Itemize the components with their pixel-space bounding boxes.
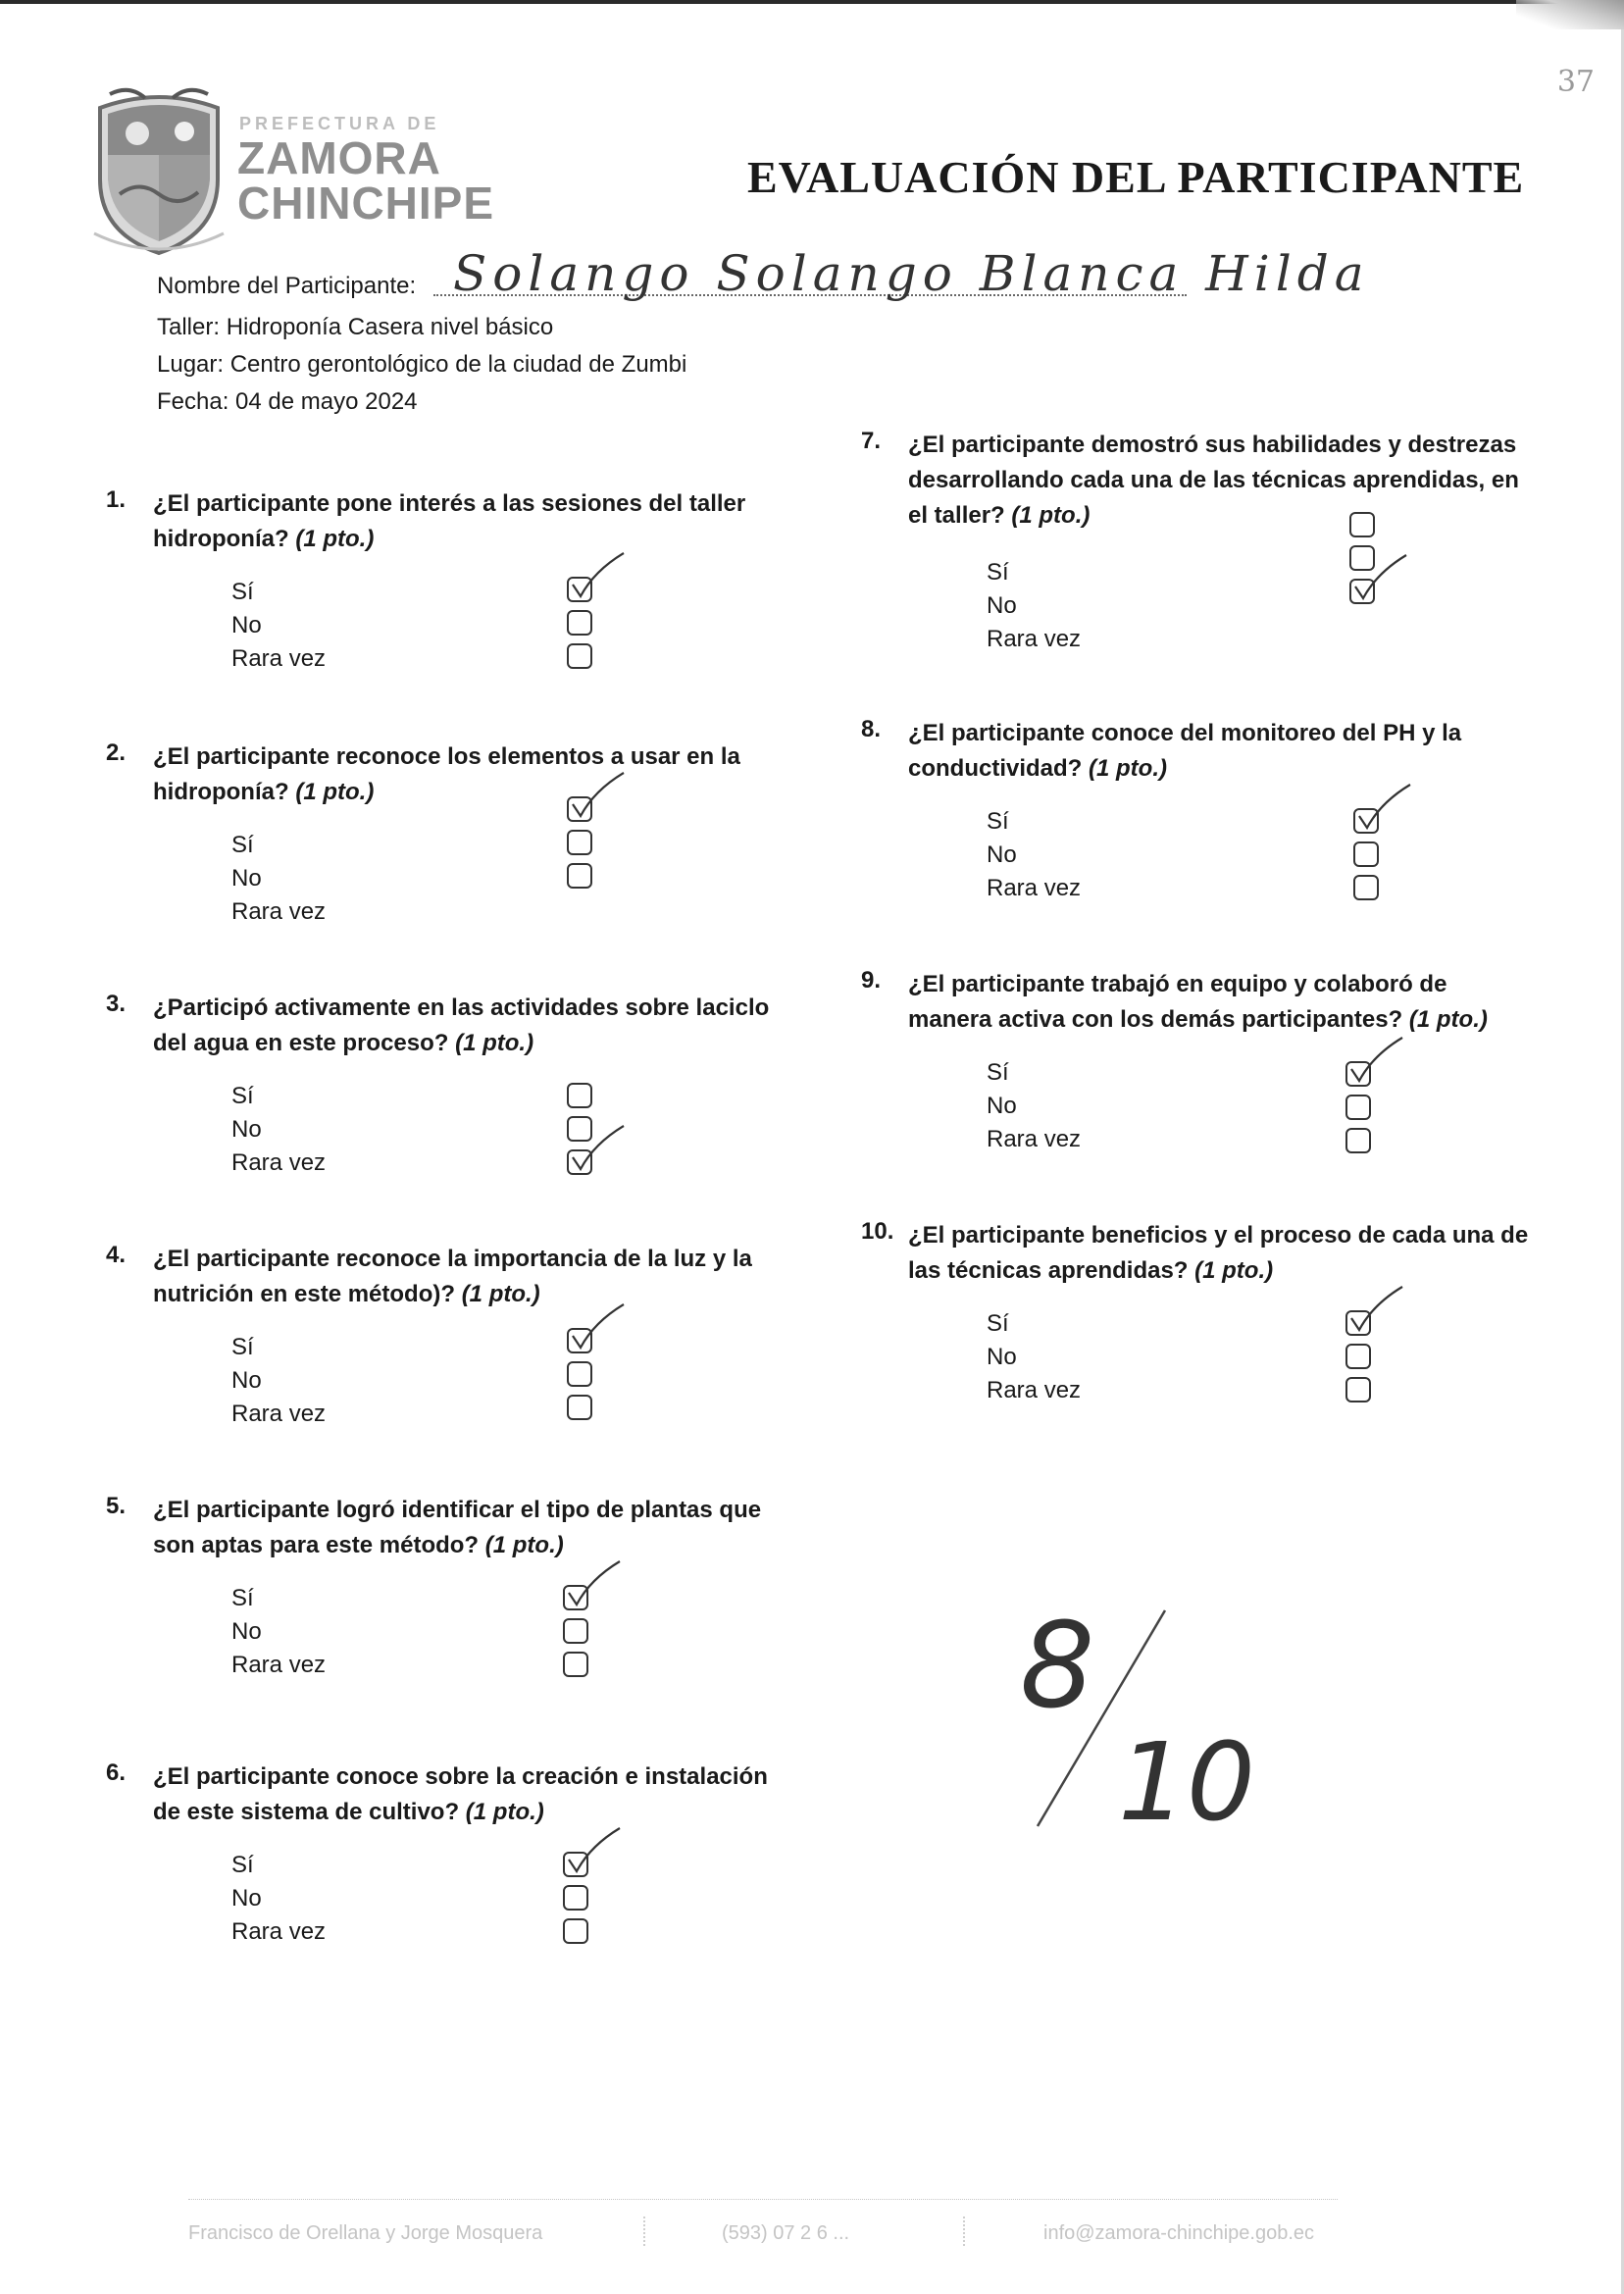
option-checkbox[interactable]	[1353, 875, 1379, 900]
logo-line-chinchipe: CHINCHIPE	[237, 178, 495, 229]
option-checkbox[interactable]	[1345, 1377, 1371, 1402]
option-checkbox[interactable]	[567, 1395, 592, 1420]
page-number: 37	[1556, 65, 1595, 99]
footer-separator	[963, 2217, 967, 2246]
question-text-body: ¿Participó activamente en las actividades sobre laciclo del agua en este proceso?	[153, 994, 770, 1056]
option-checkbox[interactable]	[563, 1618, 588, 1644]
option-label: No	[231, 612, 262, 638]
footer-phone: (593) 07 2 6 ...	[722, 2222, 850, 2244]
option-label: No	[231, 1116, 262, 1143]
logo-prefix: PREFECTURA DE	[239, 114, 440, 133]
participant-name-handwritten: Solango Solango Blanca Hilda	[453, 245, 1370, 302]
scan-edge	[0, 0, 1624, 4]
option-label: No	[231, 865, 262, 892]
option-label: No	[987, 841, 1017, 868]
option-label: Sí	[231, 1083, 254, 1109]
question-points: (1 pto.)	[1089, 755, 1167, 782]
score-obtained: 8	[1020, 1599, 1095, 1735]
question-points: (1 pto.)	[295, 779, 375, 805]
question-number: 5.	[106, 1493, 127, 1519]
question-points: (1 pto.)	[461, 1281, 540, 1307]
checkmark-icon	[565, 1824, 624, 1873]
checkmark-icon	[569, 549, 628, 598]
checkmark-icon	[1347, 1283, 1406, 1332]
score-total: 10	[1118, 1719, 1255, 1834]
option-label: Rara vez	[231, 898, 327, 925]
question-points: (1 pto.)	[295, 526, 375, 552]
option-label: Rara vez	[987, 1377, 1082, 1403]
option-checkbox[interactable]	[567, 1361, 592, 1387]
question-number: 10.	[861, 1218, 894, 1245]
participant-name-label: Nombre del Participante:	[157, 273, 417, 299]
scan-corner	[1516, 0, 1624, 29]
option-label: Rara vez	[231, 1401, 327, 1427]
option-label: No	[231, 1885, 262, 1912]
question-text	[153, 991, 781, 1061]
question-text-body: ¿El participante reconoce la importancia de la luz y la nutrición en este método)?	[153, 1246, 752, 1307]
option-checkbox[interactable]	[567, 830, 592, 855]
question-points: (1 pto.)	[465, 1799, 544, 1825]
question-points: (1 pto.)	[484, 1532, 564, 1558]
checkmark-icon	[569, 1122, 628, 1171]
document-title: EVALUACIÓN DEL PARTICIPANTE	[747, 152, 1525, 202]
question-number: 3.	[106, 991, 127, 1017]
question-text	[153, 739, 781, 810]
option-label: Sí	[987, 808, 1009, 835]
checkmark-icon	[1347, 1034, 1406, 1083]
footer-separator	[643, 2217, 647, 2246]
question-number: 4.	[106, 1242, 127, 1268]
workshop-line: Taller: Hidroponía Casera nivel básico	[157, 314, 554, 340]
footer-address: Francisco de Orellana y Jorge Mosquera	[188, 2222, 543, 2244]
option-checkbox[interactable]	[567, 863, 592, 889]
option-checkbox[interactable]	[1349, 512, 1375, 537]
option-label: No	[987, 1093, 1017, 1119]
option-label: Sí	[231, 579, 254, 605]
option-checkbox[interactable]	[567, 1083, 592, 1108]
option-label: Sí	[987, 1059, 1009, 1086]
option-checkbox[interactable]	[563, 1918, 588, 1944]
option-checkbox[interactable]	[1345, 1344, 1371, 1369]
question-text	[908, 967, 1536, 1038]
handwritten-score	[1020, 1599, 1275, 1834]
coat-of-arms-icon	[90, 86, 228, 258]
option-label: Rara vez	[987, 626, 1082, 652]
question-text-body: ¿El participante trabajó en equipo y colaboró de manera activa con los demás participantes?	[908, 971, 1447, 1033]
checkmark-icon	[1355, 781, 1414, 830]
question-text-body: ¿El participante logró identificar el tipo de plantas que son aptas para este método?	[153, 1497, 762, 1558]
question-points: (1 pto.)	[455, 1030, 534, 1056]
option-checkbox[interactable]	[567, 643, 592, 669]
question-text-body: ¿El participante beneficios y el proceso de cada una de las técnicas aprendidas?	[908, 1222, 1529, 1284]
footer-email: info@zamora-chinchipe.gob.ec	[1043, 2222, 1315, 2244]
question-text-body: ¿El participante pone interés a las sesiones del taller hidroponía?	[153, 490, 746, 552]
question-text	[908, 1218, 1536, 1289]
option-checkbox[interactable]	[1345, 1095, 1371, 1120]
question-number: 6.	[106, 1759, 127, 1786]
question-text-body: ¿El participante demostró sus habilidades y destrezas desarrollando cada una de las técnicas aprendidas, en el taller?	[908, 432, 1519, 529]
option-label: Rara vez	[987, 1126, 1082, 1152]
option-label: Rara vez	[231, 1652, 327, 1678]
logo-line-zamora: ZAMORA	[237, 132, 441, 183]
option-label: Sí	[231, 1334, 254, 1360]
checkmark-icon	[565, 1557, 624, 1606]
option-checkbox[interactable]	[563, 1885, 588, 1911]
option-label: Sí	[231, 1852, 254, 1878]
checkmark-icon	[1351, 551, 1410, 600]
footer-rule	[188, 2199, 1338, 2200]
place-line: Lugar: Centro gerontológico de la ciudad de Zumbi	[157, 351, 687, 378]
prefectura-logo	[90, 86, 502, 258]
checkmark-icon	[569, 1300, 628, 1350]
question-number: 7.	[861, 428, 882, 454]
option-checkbox[interactable]	[1353, 841, 1379, 867]
question-number: 1.	[106, 486, 127, 513]
question-number: 2.	[106, 739, 127, 766]
question-text	[153, 486, 781, 557]
question-points: (1 pto.)	[1011, 502, 1091, 529]
question-text	[153, 1242, 781, 1312]
option-checkbox[interactable]	[1345, 1128, 1371, 1153]
option-label: Sí	[231, 1585, 254, 1611]
question-number: 8.	[861, 716, 882, 742]
question-number: 9.	[861, 967, 882, 994]
option-checkbox[interactable]	[567, 610, 592, 636]
question-points: (1 pto.)	[1408, 1006, 1488, 1033]
question-text-body: ¿El participante conoce sobre la creación e instalación de este sistema de cultivo?	[153, 1763, 768, 1825]
option-label: No	[231, 1618, 262, 1645]
option-label: Rara vez	[231, 1149, 327, 1176]
question-text	[908, 428, 1536, 534]
question-points: (1 pto.)	[1194, 1257, 1274, 1284]
question-text	[153, 1493, 781, 1563]
option-label: Sí	[231, 832, 254, 858]
question-text	[153, 1759, 781, 1830]
checkmark-icon	[569, 769, 628, 818]
question-text-body: ¿El participante conoce del monitoreo del PH y la conductividad?	[908, 720, 1462, 782]
option-label: Rara vez	[231, 645, 327, 672]
question-text-body: ¿El participante reconoce los elementos a usar en la hidroponía?	[153, 743, 740, 805]
option-label: No	[987, 592, 1017, 619]
date-line: Fecha: 04 de mayo 2024	[157, 388, 418, 415]
option-label: Rara vez	[231, 1918, 327, 1945]
option-label: No	[987, 1344, 1017, 1370]
option-label: Sí	[987, 559, 1009, 586]
option-label: No	[231, 1367, 262, 1394]
question-text	[908, 716, 1536, 787]
option-label: Rara vez	[987, 875, 1082, 901]
option-label: Sí	[987, 1310, 1009, 1337]
option-checkbox[interactable]	[563, 1652, 588, 1677]
